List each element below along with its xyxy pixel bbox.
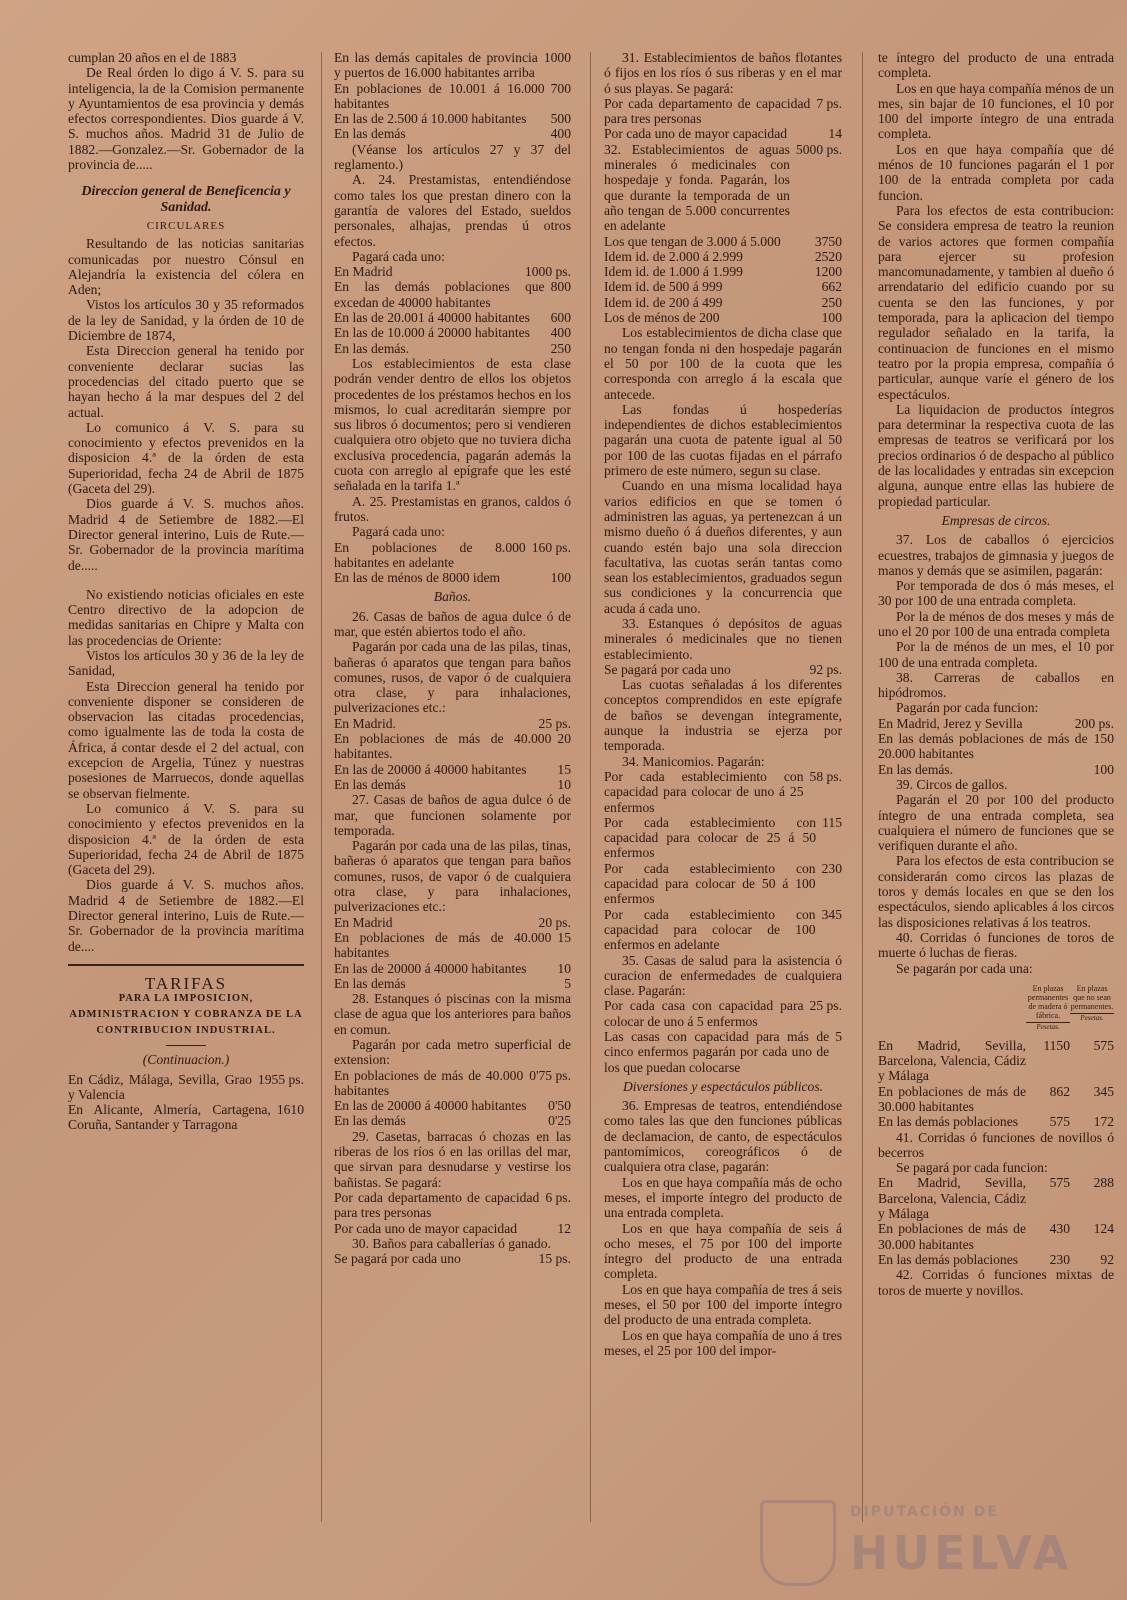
- table-label: En poblaciones de más de 30.000 habitantes: [878, 1221, 1026, 1252]
- paragraph: Lo comunico á V. S. para su conocimiento y efectos prevenidos en la disposicion 4.ª de la órden de esta Superioridad, fecha 24 de Abril de 1875 (Gaceta del 29).: [68, 419, 304, 497]
- tariff-row: [334, 264, 571, 279]
- paragraph: 38. Carreras de caballos en hipódromos.: [878, 669, 1114, 701]
- tariff-row: [334, 1113, 571, 1128]
- tariff-row: [604, 96, 842, 127]
- tariff-value: 230: [821, 860, 842, 876]
- tariff-label: Idem id. de 2.000 á 2.999: [604, 248, 743, 264]
- header-text: En plazas que no sean permanentes.: [1070, 983, 1114, 1011]
- tariff-row: [604, 249, 842, 264]
- paragraph: Los establecimientos de dicha clase que no tengan fonda ni den hospedaje pagarán el 50 por 100 de la cuota que les corresponda con arreglo á la escala que antecede.: [604, 325, 842, 402]
- table-label: En las demás poblaciones: [878, 1114, 1019, 1130]
- tariff-label: En poblaciones de 8.000 habitantes en adelante: [334, 539, 526, 570]
- table-cell: 862: [1049, 1083, 1070, 1099]
- tariff-label: En Madrid, Jerez y Sevilla: [878, 715, 1023, 731]
- paragraph: Pagará cada uno:: [352, 524, 445, 540]
- section-heading: Diversiones y espectáculos públicos.: [622, 1078, 824, 1094]
- tariff-row: [334, 762, 571, 777]
- subheading: CIRCULARES: [146, 219, 226, 232]
- tariff-row: [604, 310, 842, 325]
- tariff-label: Se pagará por cada uno: [604, 661, 731, 677]
- header-unit: Pesetas.: [1026, 1022, 1070, 1032]
- tariff-label: En las demás poblaciones que excedan de 40000 habitantes: [334, 279, 545, 310]
- table-cell: 575: [1049, 1114, 1070, 1130]
- paragraph: Los en que haya compañía que dé ménos de 10 funciones pagarán el 1 por 100 de la entrada completa por cada funcion.: [878, 141, 1114, 203]
- paragraph: A. 25. Prestamistas en granos, caldos ó frutos.: [334, 493, 571, 524]
- column-header-temporary: [1070, 984, 1114, 1032]
- tariff-row: [334, 1190, 571, 1221]
- tariff-label: En las de 20000 á 40000 habitantes: [334, 960, 527, 976]
- tariff-label: Los que tengan de 3.000 á 5.000: [604, 233, 781, 249]
- paragraph: Esta Direccion general ha tenido por conveniente disponer se consideren de observacion las citadas procedencias, como igualmente las de toda la costa de África, á contar desde el 2 del actual, con excepcion de Argelia, Túnez y nuestras posesiones de Marruecos, donde aquellas se observan fielmente.: [68, 678, 304, 801]
- paragraph: 30. Baños para caballerías ó ganado.: [352, 1235, 551, 1251]
- tariff-row: [604, 142, 842, 234]
- tariff-label: En las de ménos de 8000 idem: [334, 570, 501, 586]
- tariff-label: Las casas con capacidad para más de cinco enfermos pagarán por cada uno de los que puedan colocarse: [604, 1029, 830, 1075]
- shield-icon: [760, 1500, 836, 1586]
- tariff-value: 345: [821, 906, 842, 922]
- table-label: En poblaciones de más de 30.000 habitantes: [878, 1083, 1026, 1114]
- tariff-row: [68, 1102, 304, 1133]
- archive-watermark: [760, 1500, 1120, 1580]
- tariff-label: Por cada departamento de capacidad para tres personas: [604, 95, 811, 127]
- table-cell: 288: [1093, 1175, 1114, 1191]
- paragraph: Pagarán por cada una de las pilas, tinas, bañeras ó aparatos que tengan para baños comunes, rusos, de vapor ó de cualquiera otra clase, y para inhalaciones, pulverizaciones etc.:: [334, 639, 571, 716]
- paragraph: te íntegro del producto de una entrada completa.: [878, 50, 1114, 81]
- paragraph: 42. Corridas ó funciones mixtas de toros de muerte y novillos.: [878, 1267, 1114, 1298]
- section-heading: Empresas de circos.: [941, 512, 1051, 528]
- tariff-row: [604, 662, 842, 677]
- paragraph: Pagará cada uno:: [352, 248, 445, 264]
- paragraph: Por la de ménos de dos meses y más de uno el 20 por 100 de una entrada completa: [878, 608, 1114, 639]
- tariff-value: 0'75 ps.: [529, 1067, 571, 1083]
- tariff-label: En las demás: [334, 126, 406, 142]
- tariff-value: 58 ps.: [809, 768, 842, 784]
- tariff-value: 15: [557, 929, 571, 945]
- tariff-value: 2520: [814, 248, 842, 264]
- table-row: [878, 1038, 1114, 1084]
- paragraph: 29. Casetas, barracas ó chozas en las riberas de los ríos ó en las orillas del mar, que sirvan para desnudarse y vestirse los bañistas. Se pagará:: [334, 1128, 571, 1190]
- table-header: [878, 984, 1114, 1032]
- tariff-value: 250: [550, 340, 571, 356]
- table-row: [878, 1175, 1114, 1221]
- paragraph: Pagarán por cada una de las pilas, tinas, bañeras ó aparatos que tengan para baños comunes, rusos, de vapor ó de cualquiera otra clase, y para inhalaciones, pulverizaciones etc.:: [334, 838, 571, 915]
- paragraph: 33. Estanques ó depósitos de aguas minerales ó medicinales que no tienen establecimiento.: [604, 615, 842, 662]
- paragraph: A. 24. Prestamistas, entendiéndose como tales los que prestan dinero con la garantía de valores del Estado, sueldos personales, alhajas, prendas ú otros efectos.: [334, 172, 571, 249]
- tariff-row: [878, 731, 1114, 762]
- column-2: [334, 50, 571, 1266]
- tariff-label: 32. Establecimientos de aguas minerales ó medicinales con hospedaje y fonda. Pagarán, los que durante la temporada de un año tengan de 5.000 concurrentes en adelante: [604, 141, 790, 234]
- tariff-row: [334, 310, 571, 325]
- tariff-value: 1200: [814, 264, 842, 280]
- header-unit: Pesetas.: [1070, 1013, 1114, 1023]
- tariff-label: En las demás poblaciones de más de 20.000 habitantes: [878, 731, 1088, 762]
- paragraph: Las fondas ú hospederías independientes de dichos establecimientos pagarán una cuota de patente igual al 50 por 100 de las cuotas fijadas en el párrafo primero de este número, segun su clase.: [604, 401, 842, 479]
- table-row: [878, 1221, 1114, 1252]
- tariff-value: 662: [821, 279, 842, 295]
- tariff-row: [604, 815, 842, 861]
- paragraph: Lo comunico á V. S. para su conocimiento y efectos prevenidos en la disposicion 4.ª de la órden de esta Superioridad, fecha 24 de Abril de 1875 (Gaceta del 29).: [68, 800, 304, 878]
- paragraph: Por la de ménos de un mes, el 10 por 100 de una entrada completa.: [878, 639, 1114, 670]
- paragraph: De Real órden lo digo á V. S. para su inteligencia, la de la Comision permanente y Ayuntamientos de esa provincia y demás efectos correspondientes. Dios guarde á V. S. muchos años. Madrid 31 de Julio de 1882.—Gonzalez.—Sr. Gobernador de la provincia de.....: [68, 65, 304, 173]
- paragraph: Se pagará por cada funcion:: [896, 1160, 1048, 1176]
- paragraph: Los en que haya compañía de uno á tres meses, el 25 por 100 del impor-: [604, 1327, 842, 1358]
- paragraph: Pagarán por cada metro superficial de extension:: [334, 1037, 571, 1068]
- tariff-row: [334, 930, 571, 961]
- paragraph: cumplan 20 años en el de 1883: [68, 50, 237, 65]
- tariff-value: 6 ps.: [545, 1189, 571, 1205]
- tariff-row: [604, 769, 842, 815]
- continuation-label: (Continuacion.): [142, 1052, 230, 1068]
- paragraph: Se pagarán por cada una:: [896, 960, 1033, 976]
- tariff-value: 92 ps.: [809, 661, 842, 677]
- paragraph: 36. Empresas de teatros, entendiéndose como tales las que den funciones públicas de declamacion, de canto, de espectáculos pantomímicos, coreográficos ó de cualquiera otra clase, pagarán:: [604, 1098, 842, 1175]
- section-heading: Baños.: [433, 589, 472, 605]
- tariff-value: 1610: [276, 1102, 304, 1118]
- table-row: [878, 1252, 1114, 1267]
- tariff-label: Por cada uno de mayor capacidad: [334, 1220, 518, 1236]
- section-heading: Direccion general de Beneficencia y Sanidad.: [81, 184, 291, 215]
- tariff-value: 400: [550, 126, 571, 142]
- tariff-row: [604, 126, 842, 141]
- tariff-value: 200 ps.: [1074, 715, 1114, 731]
- table-cell: 92: [1100, 1251, 1114, 1267]
- tariff-row: [334, 976, 571, 991]
- header-text: En plazas permanentes de madera ó fábrica.: [1027, 983, 1069, 1020]
- column-4: [878, 50, 1114, 1298]
- paragraph: Cuando en una misma localidad haya varios edificios en que se tomen ó administren las aguas, ya pertenezcan á un mismo dueño ó á dueños diferentes, y aun cuando estén bajo una sola direccion facultativa, las cuotas serán tantas como sean los establecimientos, graduados segun sus condiciones y la concurrencia que acuda á cada uno.: [604, 478, 842, 616]
- tariff-row: [604, 998, 842, 1029]
- paragraph: Resultando de las noticias sanitarias comunicadas por nuestro Cónsul en Alejandría la existencia del cólera en Aden;: [68, 236, 304, 298]
- tariff-value: 10: [557, 776, 571, 792]
- tariff-label: Por cada uno de mayor capacidad: [604, 126, 788, 142]
- paragraph: No existiendo noticias oficiales en este Centro directivo de la adopcion de medidas sanitarias en Chipre y Malta con las procedencias de Oriente:: [68, 586, 304, 648]
- column-1: [68, 50, 304, 1133]
- tariff-value: 250: [821, 294, 842, 310]
- tariff-row: [334, 1098, 571, 1113]
- tariff-value: 0'50: [548, 1098, 571, 1114]
- tariff-value: 700: [550, 80, 571, 96]
- table-cell: 575: [1093, 1037, 1114, 1053]
- tariff-value: 3750: [814, 233, 842, 249]
- tariff-label: Idem id. de 200 á 499: [604, 294, 723, 310]
- tariff-row: [334, 716, 571, 731]
- tariff-label: Por cada departamento de capacidad para tres personas: [334, 1189, 540, 1221]
- tariff-label: En las de 20.001 á 40000 habitantes: [334, 310, 530, 326]
- tariff-value: 15 ps.: [538, 1251, 571, 1267]
- table-row: [878, 1084, 1114, 1115]
- paragraph: 31. Establecimientos de baños flotantes ó fijos en los ríos ó sus riberas y en el mar ó sus playas. Se pagará:: [604, 50, 842, 96]
- column-rule: [862, 52, 863, 1522]
- tariff-value: 600: [550, 310, 571, 326]
- table-cell: 345: [1093, 1083, 1114, 1099]
- tariff-label: En las demás: [334, 1113, 406, 1129]
- tariff-label: En las demás.: [878, 761, 954, 777]
- tariff-value: 100: [821, 310, 842, 326]
- paragraph: Los en que haya compañía de tres á seis meses, el 50 por 100 del importe íntegro del producto de una entrada completa.: [604, 1281, 842, 1328]
- tariff-row: [878, 762, 1114, 777]
- table-label: En las demás poblaciones: [878, 1251, 1019, 1267]
- tariff-value: 15: [557, 761, 571, 777]
- tariff-value: 5: [835, 1029, 842, 1044]
- paragraph: 27. Casas de baños de agua dulce ó de mar, que funcionen solamente por temporada.: [334, 792, 571, 838]
- tariff-value: 100: [1093, 761, 1114, 777]
- tariff-row: [604, 264, 842, 279]
- paragraph: 34. Manicomios. Pagarán:: [622, 753, 765, 769]
- paragraph: 35. Casas de salud para la asistencia ó curacion de enfermedades de cualquiera clase. Pagarán:: [604, 952, 842, 999]
- tariff-row: [334, 1221, 571, 1236]
- paragraph: 26. Casas de baños de agua dulce ó de mar, que estén abiertos todo el año.: [334, 608, 571, 639]
- paragraph: 41. Corridas ó funciones de novillos ó becerros: [878, 1129, 1114, 1160]
- column-3: [604, 50, 842, 1358]
- tariff-value: 5: [564, 975, 571, 991]
- tariff-value: 20 ps.: [538, 914, 571, 930]
- paragraph: La liquidacion de productos íntegros para determinar la respectiva cuota de las empresas de teatros se verificará por los precios ordinarios ó de despacho al público de las localidades y entradas sin excepcion alguna, aunque entre ellas las hubiere de propiedad particular.: [878, 401, 1114, 509]
- paragraph: Vistos los artículos 30 y 35 reformados de la ley de Sanidad, y la órden de 10 de Diciembre de 1874,: [68, 297, 304, 344]
- tariff-label: En las de 10.000 á 20000 habitantes: [334, 325, 530, 341]
- paragraph: Los en que haya compañía ménos de un mes, sin bajar de 10 funciones, el 10 por 100 del importe íntegro de una entrada completa.: [878, 80, 1114, 142]
- paragraph: Pagarán el 20 por 100 del producto íntegro de una entrada completa, sea cualquiera el número de funciones que se verifiquen durante el año.: [878, 792, 1114, 854]
- paragraph: Los en que haya compañía más de ocho meses, el importe íntegro del producto de una entrada completa.: [604, 1174, 842, 1221]
- paragraph: Para los efectos de esta contribucion se considerarán como circos las plazas de toros y demás locales en que se den los espectáculos, siendo aplicables á los circos las disposiciones relativas á los teatros.: [878, 853, 1114, 930]
- paragraph: Dios guarde á V. S. muchos años. Madrid 4 de Setiembre de 1882.—El Director general interino, Luis de Rute.—Sr. Gobernador de la provincia marítima de....: [68, 877, 304, 954]
- tariff-label: Por cada establecimiento con capacidad para colocar de 50 á 100 enfermos: [604, 860, 816, 907]
- tariff-label: Los de ménos de 200: [604, 310, 720, 326]
- tariff-label: En poblaciones de más de 40.000 habitantes: [334, 1067, 524, 1098]
- tariff-label: En las de 20000 á 40000 habitantes: [334, 761, 527, 777]
- table-cell: 230: [1049, 1251, 1070, 1267]
- paragraph: Para los efectos de esta contribucion: Se considera empresa de teatro la reunion de varios actores que formen compañía para ejercer su profesion mancomunadamente, y tambien al dueño ó arrendatario del edificio cuando por su cuenta se den las funciones, y por temporada, para la aplicacion del tiempo regulador señalado en la tarifa, la continuacion de funciones en el mismo teatro por la propia empresa, compañía ó particular, aunque varíe el género de los espectáculos.: [878, 202, 1114, 402]
- watermark-line-2: HUELVA: [850, 1526, 1073, 1580]
- paragraph: Vistos los artículos 30 y 36 de la ley de Sanidad,: [68, 647, 304, 679]
- table-cell: 172: [1093, 1114, 1114, 1130]
- tariff-row: [604, 861, 842, 907]
- tariff-row: [604, 234, 842, 249]
- paragraph: 28. Estanques ó piscinas con la misma clase de agua que los anteriores para baños en comun.: [334, 991, 571, 1037]
- tariff-label: En Madrid.: [334, 715, 396, 731]
- tarifas-title: TARIFAS: [144, 973, 228, 993]
- tariff-row: [334, 570, 571, 585]
- column-header-permanent: [1026, 984, 1070, 1032]
- tariff-label: En Madrid: [334, 914, 393, 930]
- tariff-row: [604, 907, 842, 953]
- tariff-label: Idem id. de 1.000 á 1.999: [604, 264, 743, 280]
- tariff-row: [68, 1072, 304, 1103]
- tariff-label: En poblaciones de más de 40.000 habitantes.: [334, 731, 552, 762]
- tariff-row: [334, 915, 571, 930]
- paragraph: 40. Corridas ó funciones de toros de muerte ó luchas de fieras.: [878, 929, 1114, 961]
- paragraph: Las cuotas señaladas á los diferentes conceptos comprendidos en este epígrafe de baños se devengan íntegramente, aunque la industria se ejerza por temporada.: [604, 677, 842, 754]
- tariff-label: En las de 2.500 á 10.000 habitantes: [334, 111, 527, 127]
- tariff-value: 0'25: [548, 1113, 571, 1129]
- tariff-row: [334, 961, 571, 976]
- tariff-value: 25 ps.: [538, 715, 571, 731]
- tariff-label: En Cádiz, Málaga, Sevilla, Grao y Valencia: [68, 1071, 252, 1102]
- tariff-label: En las demás capitales de provincia y puertos de 16.000 habitantes arriba: [334, 50, 538, 81]
- watermark-line-1: DIPUTACIÓN DE: [850, 1504, 999, 1520]
- tariff-label: En Madrid: [334, 264, 393, 280]
- tariff-row: [334, 341, 571, 356]
- tariff-value: 14: [828, 126, 842, 142]
- tariff-label: Por cada casa con capacidad para colocar de uno á 5 enfermos: [604, 998, 804, 1029]
- tariff-row: [334, 731, 571, 762]
- tariff-row: [604, 1029, 842, 1075]
- table-label: En Madrid, Sevilla, Barcelona, Valencia, Cádiz y Málaga: [878, 1175, 1026, 1222]
- tariff-row: [334, 50, 571, 81]
- tariff-value: 150: [1093, 731, 1114, 747]
- tariff-label: En las demás.: [334, 340, 410, 356]
- divider: [68, 964, 304, 966]
- paragraph: (Véanse los artículos 27 y 37 del reglamento.): [334, 141, 571, 173]
- table-cell: 430: [1049, 1221, 1070, 1237]
- tariff-value: 12: [557, 1220, 571, 1236]
- column-rule: [590, 52, 591, 1522]
- paragraph: 39. Circos de gallos.: [896, 776, 1008, 792]
- tariff-row: [334, 81, 571, 112]
- tariff-label: Se pagará por cada uno: [334, 1251, 461, 1267]
- tariff-value: 1000: [543, 50, 571, 65]
- tariff-label: Por cada establecimiento con capacidad para colocar de 25 á 50 enfermos: [604, 814, 817, 861]
- tariff-label: En poblaciones de 10.001 á 16.000 habitantes: [334, 80, 545, 111]
- tariff-row: [334, 279, 571, 310]
- tariff-row: [604, 295, 842, 310]
- table-label: En Madrid, Sevilla, Barcelona, Valencia, Cádiz y Málaga: [878, 1037, 1026, 1084]
- paragraph: Pagarán por cada funcion:: [896, 700, 1039, 716]
- table-row: [878, 1114, 1114, 1129]
- table-cell: 1150: [1043, 1037, 1070, 1053]
- paragraph: Los en que haya compañía de seis á ocho meses, el 75 por 100 del importe íntegro del producto de una entrada completa.: [604, 1220, 842, 1282]
- tariff-row: [334, 540, 571, 571]
- tarifas-subtitle: PARA LA IMPOSICION, ADMINISTRACION Y COBRANZA DE LA CONTRIBUCION INDUSTRIAL.: [69, 993, 303, 1037]
- paragraph: Esta Direccion general ha tenido por conveniente declarar sucias las procedencias del citado puerto que se hayan hecho á la mar despues del 2 del actual.: [68, 343, 304, 420]
- column-rule: [321, 52, 322, 1522]
- paragraph: 37. Los de caballos ó ejercicios ecuestres, trabajos de gimnasia y juegos de manos y demás que se asimilen, pagarán:: [878, 532, 1114, 578]
- tariff-label: En las demás: [334, 975, 406, 991]
- tariff-value: 25 ps.: [809, 998, 842, 1014]
- paragraph: Dios guarde á V. S. muchos años. Madrid 4 de Setiembre de 1882.—El Director general interino, Luis de Rute.—Sr. Gobernador de la provincia marítima de.....: [68, 496, 304, 573]
- tariff-label: En poblaciones de más de 40.000 habitantes: [334, 929, 552, 961]
- tariff-label: Idem id. de 500 á 999: [604, 279, 723, 295]
- tariff-label: Por cada establecimiento con capacidad para colocar de 100 enfermos en adelante: [604, 906, 816, 953]
- tariff-value: 5000 ps.: [795, 141, 842, 157]
- tariff-row: [604, 279, 842, 294]
- tariff-value: 10: [557, 960, 571, 976]
- tariff-value: 100: [550, 570, 571, 586]
- tariff-value: 400: [550, 325, 571, 341]
- tariff-value: 160 ps.: [531, 539, 571, 555]
- tariff-label: En las de 20000 á 40000 habitantes: [334, 1098, 527, 1114]
- tariff-value: 500: [550, 111, 571, 127]
- tariff-value: 20: [557, 731, 571, 747]
- paragraph: Los establecimientos de esta clase podrán vender dentro de ellos los objetos procedentes de los préstamos hechos en los mismos, lo cual acreditarán siempre por sus libros ó documentos; pero si vendieren cualquiera otro objeto que no tuviera dicha exclusiva procedencia, pagarán además la cuota con arreglo al epígrafe que les esté señalada en la tarifa 1.ª: [334, 355, 571, 494]
- tariff-value: 1000 ps.: [524, 264, 571, 280]
- tariff-row: [334, 111, 571, 126]
- tariff-row: [334, 1068, 571, 1099]
- tariff-row: [878, 716, 1114, 731]
- tariff-label: Por cada establecimiento con capacidad para colocar de uno á 25 enfermos: [604, 768, 804, 815]
- tariff-label: En Alicante, Almería, Cartagena, Coruña, Santander y Tarragona: [68, 1102, 271, 1133]
- table-cell: 124: [1093, 1221, 1114, 1237]
- tariff-value: 800: [550, 279, 571, 295]
- tariff-row: [334, 126, 571, 141]
- paragraph: Por temporada de dos ó más meses, el 30 por 100 de una entrada completa.: [878, 578, 1114, 609]
- tariff-value: 115: [822, 814, 842, 830]
- divider: [166, 1045, 206, 1046]
- tariff-value: 7 ps.: [816, 95, 842, 111]
- tariff-row: [334, 325, 571, 340]
- tariff-label: En las demás: [334, 776, 406, 792]
- tariff-row: [334, 777, 571, 792]
- table-cell: 575: [1049, 1175, 1070, 1191]
- tariff-row: [334, 1251, 571, 1266]
- tariff-value: 1955 ps.: [257, 1071, 304, 1087]
